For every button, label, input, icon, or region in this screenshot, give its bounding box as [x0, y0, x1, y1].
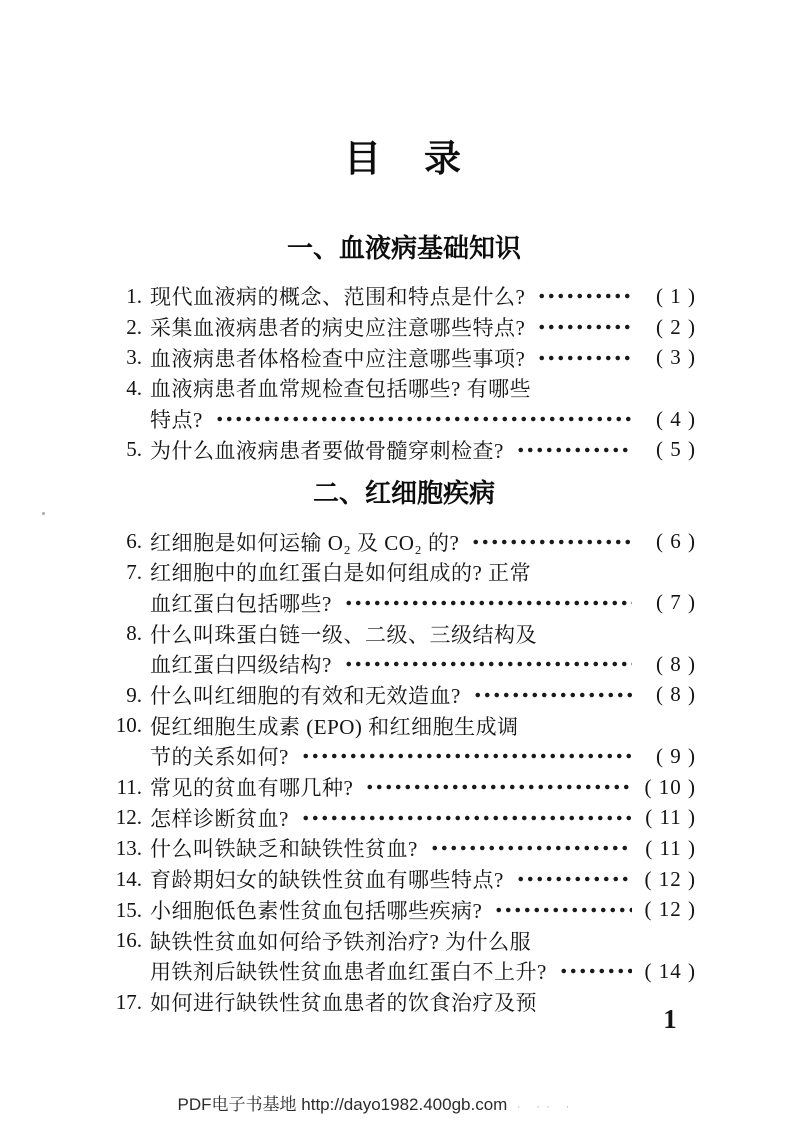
item-line	[150, 741, 696, 772]
item-text: 常见的贫血有哪几种?	[150, 776, 354, 801]
toc-item	[112, 802, 696, 833]
item-number: 3.	[126, 345, 142, 370]
item-text: 采集血液病患者的病史应注意哪些特点?	[150, 316, 526, 341]
item-line	[150, 526, 696, 557]
dot-leader	[344, 599, 632, 607]
item-number: 17.	[115, 989, 142, 1014]
item-text: 育龄期妇女的缺铁性贫血有哪些特点?	[150, 868, 504, 893]
item-line	[150, 618, 696, 649]
toc-section	[112, 478, 696, 1017]
item-text: 缺铁性贫血如何给予铁剂治疗? 为什么服	[150, 929, 532, 954]
item-number: 8.	[126, 621, 142, 646]
item-body	[150, 802, 696, 833]
item-number: 6.	[126, 529, 142, 554]
item-text: 什么叫铁缺乏和缺铁性贫血?	[150, 837, 418, 862]
toc-item	[112, 680, 696, 711]
dot-leader	[301, 752, 632, 760]
toc-section	[112, 233, 696, 465]
page-number: 1	[663, 1004, 677, 1034]
item-page-ref: ( 9 )	[656, 743, 696, 768]
item-page-ref: ( 11 )	[645, 805, 696, 830]
item-line	[150, 864, 696, 895]
toc-item	[112, 772, 696, 803]
item-number: 2.	[126, 314, 142, 339]
dot-leader	[471, 538, 632, 546]
item-page-ref: ( 1 )	[656, 283, 696, 308]
item-body	[150, 864, 696, 895]
item-body	[150, 434, 696, 465]
dot-leader	[537, 354, 632, 362]
item-line	[150, 956, 696, 987]
item-line	[150, 312, 696, 343]
dot-leader	[301, 814, 632, 822]
toc-item	[112, 925, 696, 986]
dot-leader	[537, 323, 632, 331]
dot-leader	[365, 783, 632, 791]
item-body	[150, 987, 696, 1018]
dot-leader	[559, 967, 632, 975]
item-line	[150, 588, 696, 619]
item-text: 血红蛋白包括哪些?	[150, 591, 332, 616]
item-number: 10.	[115, 713, 142, 738]
item-text: 现代血液病的概念、范围和特点是什么?	[150, 285, 526, 310]
item-page-ref: ( 7 )	[656, 590, 696, 615]
toc-item	[112, 526, 696, 557]
item-number: 11.	[116, 774, 142, 799]
item-line	[150, 925, 696, 956]
item-page-ref: ( 10 )	[644, 774, 696, 799]
item-page-ref: ( 14 )	[644, 958, 696, 983]
item-text: 红细胞中的血红蛋白是如何组成的? 正常	[150, 561, 532, 586]
item-text: 节的关系如何?	[150, 745, 289, 770]
item-text: 红细胞是如何运输 O₂ 及 CO₂ 的?	[150, 530, 460, 555]
item-body	[150, 895, 696, 926]
item-line	[150, 404, 696, 435]
toc-item	[112, 312, 696, 343]
footer-watermark	[0, 1090, 753, 1115]
item-number: 7.	[126, 559, 142, 584]
item-text: 怎样诊断贫血?	[150, 806, 289, 831]
item-text: 血液病患者血常规检查包括哪些? 有哪些	[150, 377, 532, 402]
item-page-ref: ( 8 )	[656, 651, 696, 676]
item-text: 血红蛋白四级结构?	[150, 653, 332, 678]
item-number: 5.	[126, 437, 142, 462]
content-column	[112, 0, 696, 1017]
item-text: 用铁剂后缺铁性贫血患者血红蛋白不上升?	[150, 960, 547, 985]
item-number: 9.	[126, 682, 142, 707]
item-page-ref: ( 4 )	[656, 406, 696, 431]
footer-url: http://dayo1982.400gb.com	[301, 1095, 508, 1114]
item-body	[150, 772, 696, 803]
toc-item	[112, 434, 696, 465]
toc-item	[112, 833, 696, 864]
item-text: 什么叫珠蛋白链一级、二级、三级结构及	[150, 622, 537, 647]
item-page-ref: ( 3 )	[656, 345, 696, 370]
item-number: 1.	[126, 284, 142, 308]
item-number: 16.	[115, 928, 142, 953]
item-number: 15.	[115, 897, 142, 922]
dot-leader	[537, 292, 632, 300]
item-line	[150, 833, 696, 864]
item-line	[150, 680, 696, 711]
item-body	[150, 618, 696, 679]
dot-leader	[516, 446, 632, 454]
toc-item	[112, 373, 696, 434]
item-line	[150, 557, 696, 588]
item-line	[150, 772, 696, 803]
item-body	[150, 710, 696, 771]
item-body	[150, 925, 696, 986]
item-body	[150, 680, 696, 711]
section-heading: 二、红细胞疾病	[312, 478, 495, 509]
page-title: 目 录	[344, 138, 464, 179]
section-heading: 一、血液病基础知识	[286, 233, 521, 263]
footer-site-name: PDF电子书基地	[177, 1095, 297, 1114]
item-text: 特点?	[150, 408, 203, 433]
item-line	[150, 987, 696, 1018]
item-body	[150, 526, 696, 557]
dot-leader	[494, 906, 632, 914]
item-page-ref: ( 11 )	[645, 835, 696, 860]
toc-item	[112, 281, 696, 312]
section-items	[112, 281, 696, 465]
item-body	[150, 281, 696, 312]
scan-speck	[42, 512, 45, 515]
item-text: 什么叫红细胞的有效和无效造血?	[150, 683, 461, 708]
item-line	[150, 802, 696, 833]
dot-leader	[344, 660, 632, 668]
item-line	[150, 342, 696, 373]
section-items	[112, 526, 696, 1017]
item-line	[150, 281, 696, 312]
item-text: 血液病患者体格检查中应注意哪些事项?	[150, 346, 526, 371]
item-body	[150, 342, 696, 373]
toc-item	[112, 864, 696, 895]
dot-leader	[516, 875, 632, 883]
scan-artifact: · ·· ·	[516, 1099, 576, 1113]
item-line	[150, 434, 696, 465]
item-body	[150, 373, 696, 434]
item-page-ref: ( 12 )	[644, 897, 696, 922]
item-text: 促红细胞生成素 (EPO) 和红细胞生成调	[150, 714, 519, 739]
item-page-ref: ( 8 )	[656, 682, 696, 707]
toc-item	[112, 618, 696, 679]
item-line	[150, 373, 696, 404]
toc-item	[112, 557, 696, 618]
item-text: 为什么血液病患者要做骨髓穿刺检查?	[150, 438, 504, 463]
item-text: 如何进行缺铁性贫血患者的饮食治疗及预	[150, 990, 537, 1015]
item-line	[150, 710, 696, 741]
item-text: 小细胞低色素性贫血包括哪些疾病?	[150, 898, 483, 923]
dot-leader	[215, 415, 632, 423]
dot-leader	[430, 844, 632, 852]
item-page-ref: ( 5 )	[656, 437, 696, 462]
item-number: 4.	[126, 376, 142, 401]
item-number: 12.	[115, 805, 142, 830]
item-body	[150, 312, 696, 343]
toc-item	[112, 987, 696, 1018]
item-page-ref: ( 2 )	[656, 314, 696, 339]
item-line	[150, 895, 696, 926]
dot-leader	[473, 691, 632, 699]
item-body	[150, 557, 696, 618]
item-number: 14.	[115, 866, 142, 891]
toc-item	[112, 710, 696, 771]
item-line	[150, 649, 696, 680]
toc-item	[112, 342, 696, 373]
toc-item	[112, 895, 696, 926]
item-page-ref: ( 6 )	[656, 529, 696, 554]
item-body	[150, 833, 696, 864]
item-page-ref: ( 12 )	[644, 866, 696, 891]
item-number: 13.	[115, 836, 142, 861]
